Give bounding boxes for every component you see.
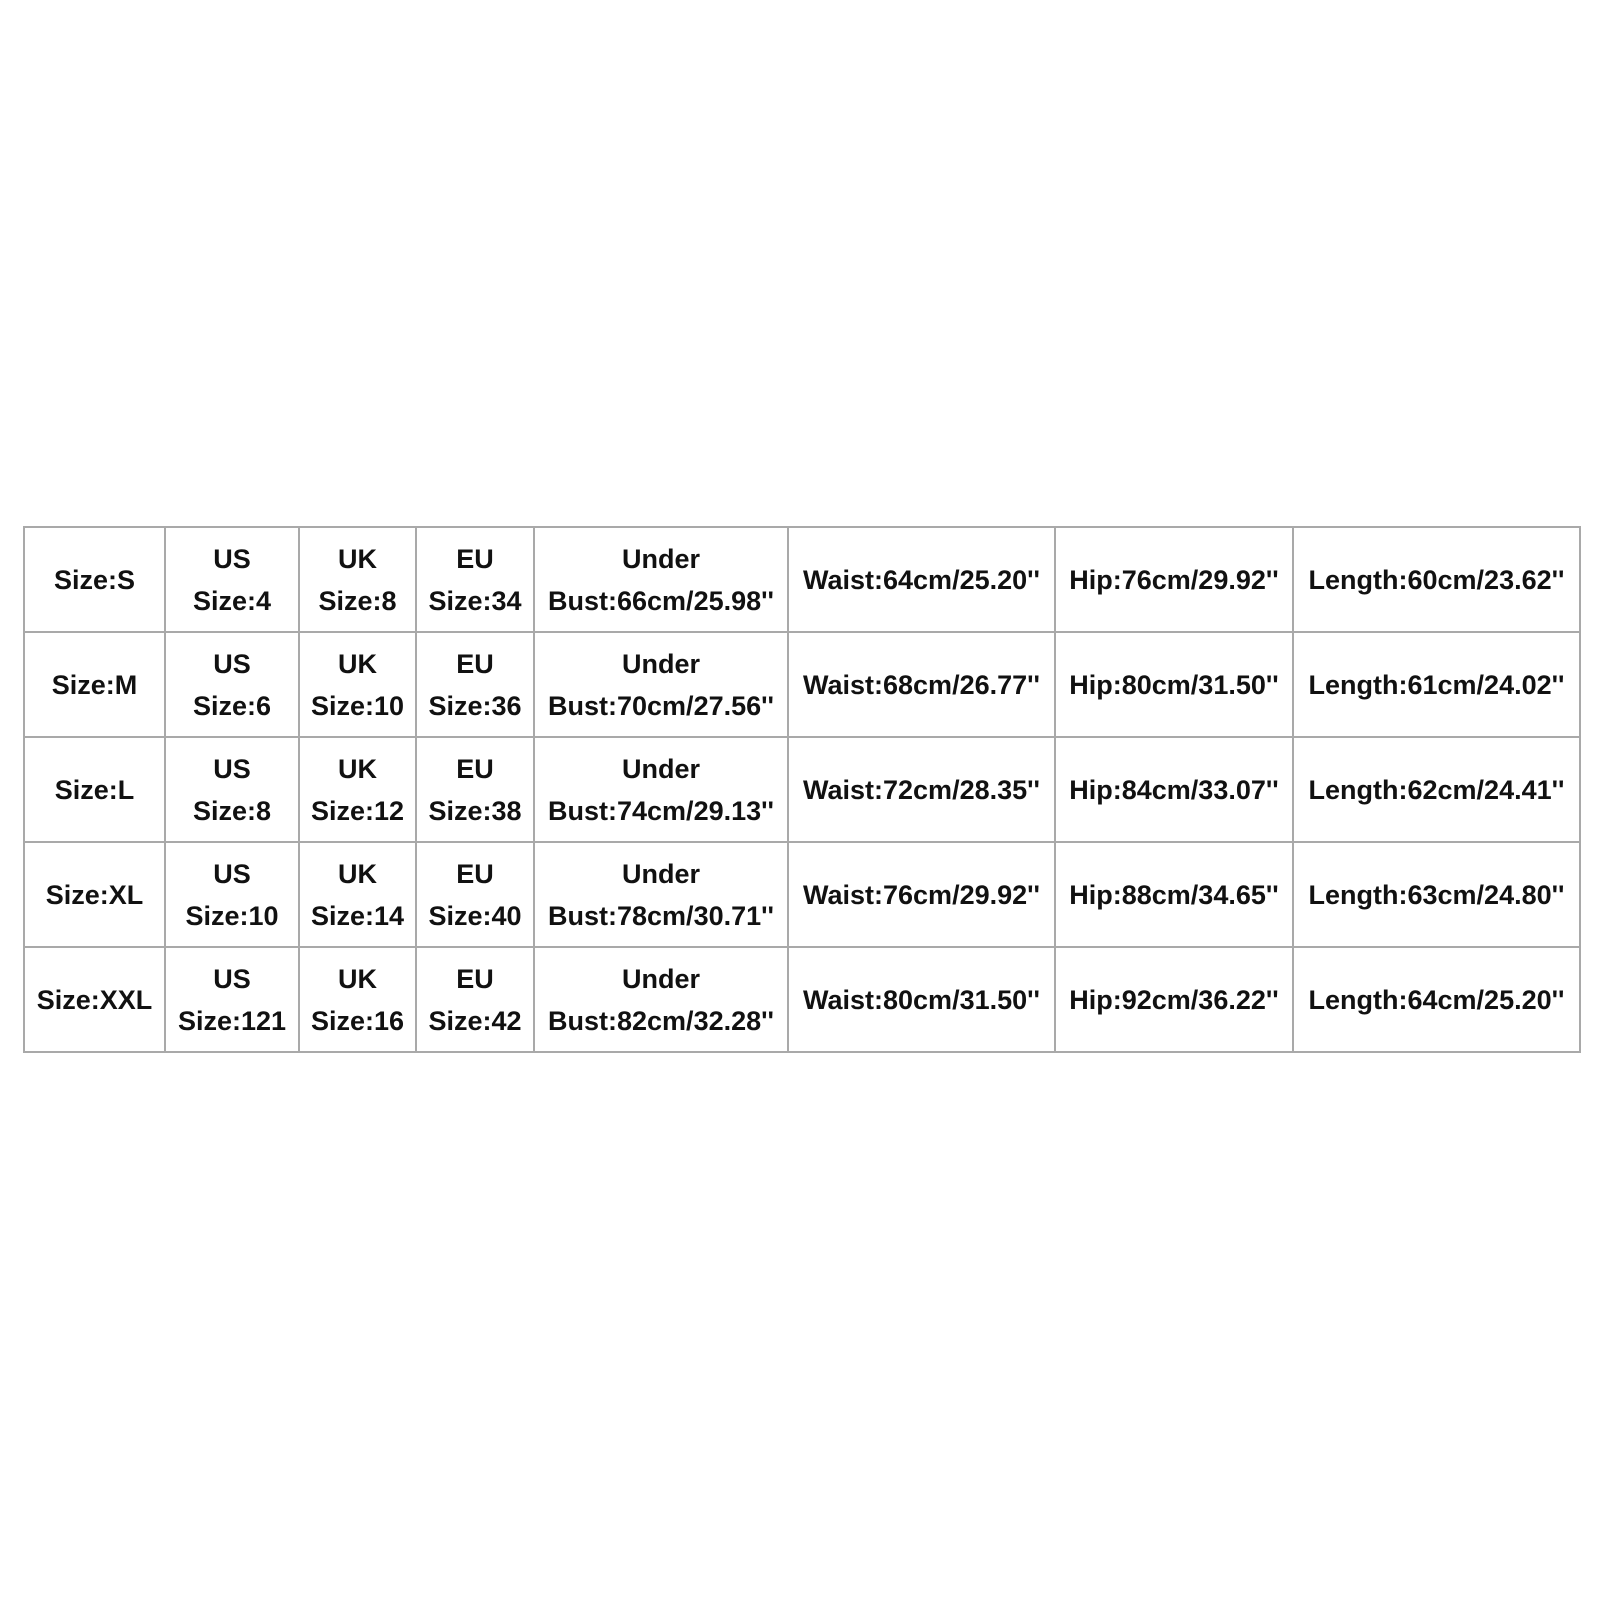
us-label: US <box>213 753 251 784</box>
waist-cell <box>788 737 1055 842</box>
us-label: US <box>213 858 251 889</box>
eu-size-value: Size:34 <box>428 585 522 616</box>
us-size-value: Size:121 <box>177 1005 287 1036</box>
uk-size-value: Size:14 <box>310 900 405 931</box>
us-label: US <box>213 648 251 679</box>
under-bust-value: Bust:70cm/27.56'' <box>548 690 774 721</box>
eu-label: EU <box>456 858 494 889</box>
us-label: US <box>213 963 251 994</box>
hip-cell <box>1055 527 1293 632</box>
uk-label: UK <box>338 753 377 784</box>
under-bust-value: Bust:66cm/25.98'' <box>548 585 774 616</box>
under-bust-cell <box>534 842 788 947</box>
under-bust-value: Bust:82cm/32.28'' <box>548 1005 774 1036</box>
table-row <box>24 842 1580 947</box>
under-bust-label: Under <box>621 543 700 574</box>
length-cell <box>1293 632 1580 737</box>
size-chart-table <box>23 526 1581 1053</box>
uk-size-value: Size:10 <box>310 690 405 721</box>
waist-value: Waist:68cm/26.77'' <box>803 669 1040 700</box>
hip-cell <box>1055 737 1293 842</box>
eu-label: EU <box>456 753 494 784</box>
size-label: Size:XL <box>45 879 144 910</box>
eu-label: EU <box>456 543 494 574</box>
hip-value: Hip:88cm/34.65'' <box>1069 879 1279 910</box>
length-value: Length:63cm/24.80'' <box>1308 879 1565 910</box>
uk-size-cell <box>299 527 416 632</box>
table-row <box>24 632 1580 737</box>
waist-value: Waist:72cm/28.35'' <box>803 774 1040 805</box>
table-row <box>24 947 1580 1052</box>
waist-cell <box>788 632 1055 737</box>
eu-size-cell <box>416 737 534 842</box>
under-bust-value: Bust:78cm/30.71'' <box>548 900 774 931</box>
hip-cell <box>1055 842 1293 947</box>
under-bust-label: Under <box>621 858 700 889</box>
length-value: Length:60cm/23.62'' <box>1308 564 1565 595</box>
under-bust-cell <box>534 737 788 842</box>
eu-size-value: Size:42 <box>428 1005 522 1036</box>
us-size-value: Size:8 <box>192 795 272 826</box>
waist-value: Waist:76cm/29.92'' <box>803 879 1040 910</box>
waist-cell <box>788 527 1055 632</box>
us-size-cell <box>165 527 299 632</box>
hip-value: Hip:92cm/36.22'' <box>1069 984 1279 1015</box>
under-bust-cell <box>534 947 788 1052</box>
waist-cell <box>788 947 1055 1052</box>
waist-cell <box>788 842 1055 947</box>
size-cell <box>24 947 165 1052</box>
uk-label: UK <box>338 648 377 679</box>
uk-size-cell <box>299 947 416 1052</box>
table-row <box>24 527 1580 632</box>
hip-cell <box>1055 632 1293 737</box>
us-size-value: Size:6 <box>192 690 272 721</box>
us-size-value: Size:4 <box>192 585 272 616</box>
uk-label: UK <box>338 858 377 889</box>
uk-size-value: Size:16 <box>310 1005 405 1036</box>
length-cell <box>1293 737 1580 842</box>
eu-size-cell <box>416 947 534 1052</box>
us-size-cell <box>165 842 299 947</box>
uk-size-cell <box>299 737 416 842</box>
length-cell <box>1293 947 1580 1052</box>
hip-value: Hip:76cm/29.92'' <box>1069 564 1279 595</box>
length-cell <box>1293 842 1580 947</box>
us-size-cell <box>165 632 299 737</box>
eu-size-value: Size:40 <box>428 900 522 931</box>
under-bust-label: Under <box>621 963 700 994</box>
eu-size-value: Size:38 <box>428 795 522 826</box>
under-bust-cell <box>534 632 788 737</box>
size-chart-body <box>24 527 1580 1052</box>
length-value: Length:61cm/24.02'' <box>1308 669 1565 700</box>
under-bust-value: Bust:74cm/29.13'' <box>548 795 774 826</box>
us-size-cell <box>165 737 299 842</box>
size-cell <box>24 632 165 737</box>
size-cell <box>24 527 165 632</box>
eu-size-cell <box>416 842 534 947</box>
uk-size-value: Size:8 <box>318 585 397 616</box>
size-label: Size:M <box>51 669 138 700</box>
table-row <box>24 737 1580 842</box>
uk-label: UK <box>338 963 377 994</box>
length-cell <box>1293 527 1580 632</box>
eu-label: EU <box>456 648 494 679</box>
us-label: US <box>213 543 251 574</box>
uk-size-cell <box>299 842 416 947</box>
under-bust-label: Under <box>621 753 700 784</box>
size-label: Size:L <box>54 774 135 805</box>
waist-value: Waist:64cm/25.20'' <box>803 564 1040 595</box>
eu-size-value: Size:36 <box>428 690 522 721</box>
size-cell <box>24 737 165 842</box>
length-value: Length:62cm/24.41'' <box>1308 774 1565 805</box>
hip-cell <box>1055 947 1293 1052</box>
eu-size-cell <box>416 527 534 632</box>
size-label: Size:XXL <box>36 984 153 1015</box>
eu-label: EU <box>456 963 494 994</box>
hip-value: Hip:80cm/31.50'' <box>1069 669 1279 700</box>
length-value: Length:64cm/25.20'' <box>1308 984 1565 1015</box>
eu-size-cell <box>416 632 534 737</box>
under-bust-label: Under <box>621 648 700 679</box>
hip-value: Hip:84cm/33.07'' <box>1069 774 1279 805</box>
uk-label: UK <box>338 543 377 574</box>
under-bust-cell <box>534 527 788 632</box>
waist-value: Waist:80cm/31.50'' <box>803 984 1040 1015</box>
uk-size-cell <box>299 632 416 737</box>
size-label: Size:S <box>53 564 136 595</box>
uk-size-value: Size:12 <box>310 795 405 826</box>
us-size-cell <box>165 947 299 1052</box>
us-size-value: Size:10 <box>185 900 279 931</box>
size-cell <box>24 842 165 947</box>
